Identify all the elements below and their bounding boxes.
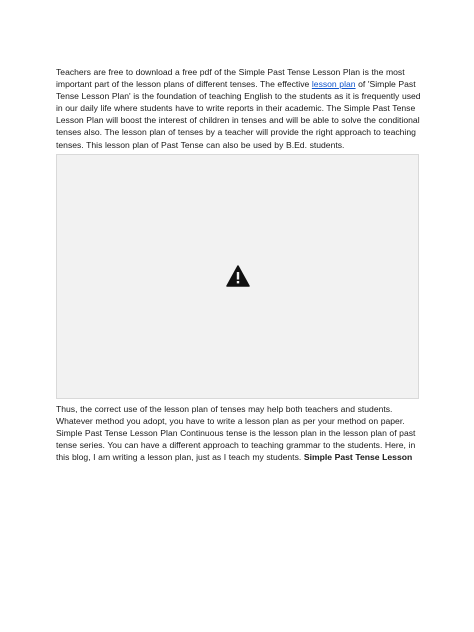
intro-paragraph (56, 66, 421, 151)
second-text: Thus, the correct use of the lesson plan of tenses may help both teachers and students. Whatever method you adopt, you have to write a lesson plan as per your method on paper. Simple Past Tense Lesson Plan Continuous tense is the lesson plan in the lesson plan of past tense series. You can have a different approach to teaching grammar to the students. Here, in this blog, I am writing a lesson plan, just as I teach my students. (56, 403, 416, 463)
lesson-plan-link[interactable]: lesson plan (311, 79, 356, 90)
intro-text-end: of 'Simple Past Tense Lesson Plan' is the foundation of teaching English to the students as it is frequently used in our daily life where students have to write reports in their academic. The Simple Past Tense Lesson Plan will boost the interest of children in tenses and will be able to solve the conditional tenses also. The lesson plan of tenses by a teacher will provide the right approach to teaching tenses. This lesson plan of Past Tense can also be used by B.Ed. students. (56, 79, 421, 150)
bold-heading-text: Simple Past Tense Lesson (303, 452, 413, 463)
document-page (56, 66, 421, 463)
second-paragraph (56, 403, 421, 463)
broken-image-placeholder (56, 154, 419, 399)
intro-text-start: Teachers are free to download a free pdf of the Simple Past Tense Lesson Plan is the most important part of the lesson plans of different tenses. The effective (56, 67, 405, 90)
warning-icon (226, 265, 250, 287)
